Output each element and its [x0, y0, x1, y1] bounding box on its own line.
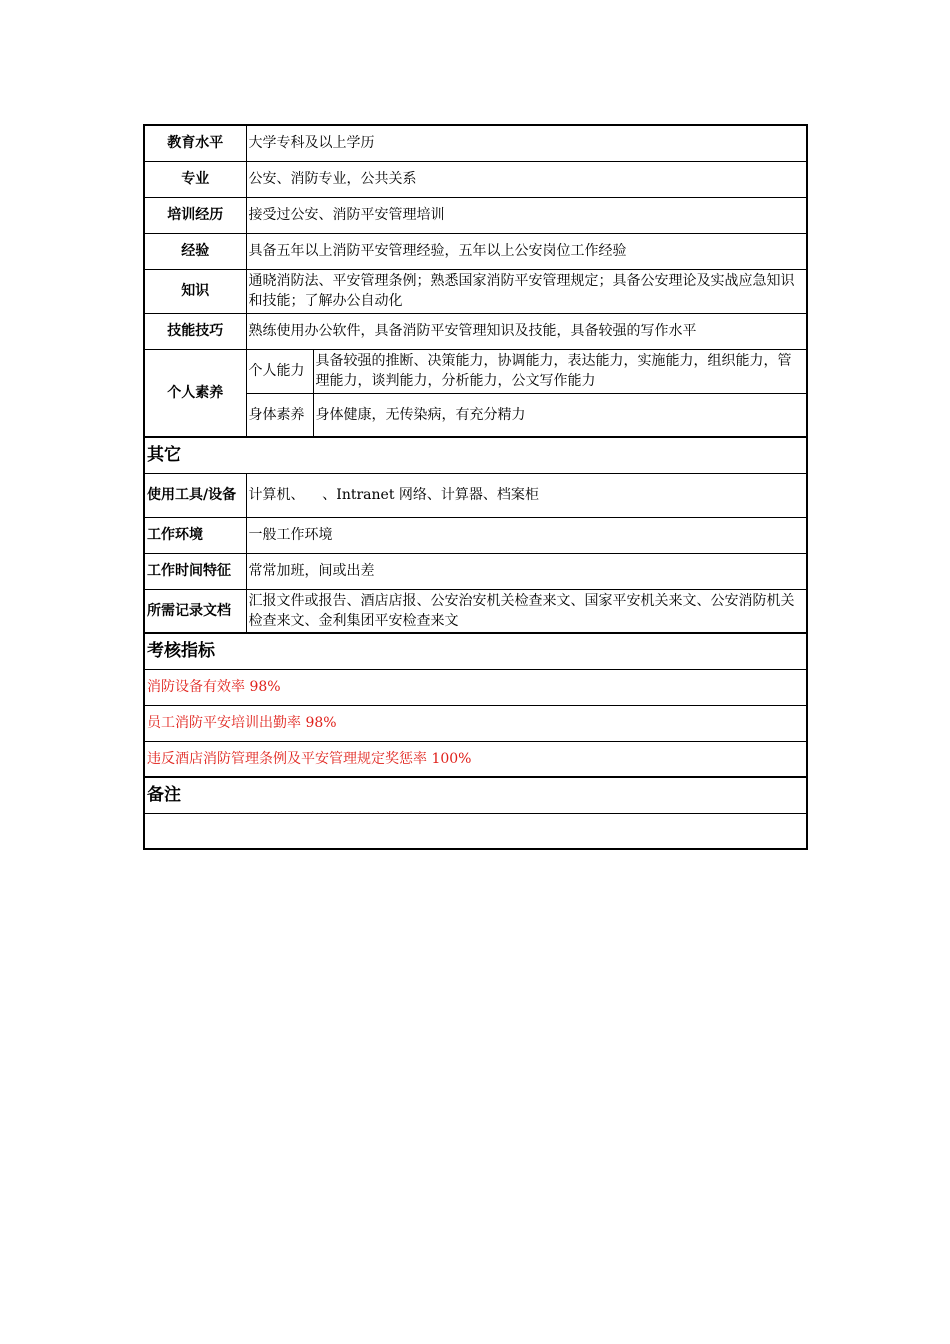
personal-ability-value: 具备较强的推断、决策能力，协调能力，表达能力，实施能力，组织能力，管理能力，谈判能力，分析能力，公文写作能力	[313, 349, 807, 393]
qualification-row-skills	[144, 313, 807, 349]
kpi-row	[144, 705, 807, 741]
personal-ability-label: 个人能力	[246, 349, 313, 393]
tools-value: 计算机、 、Intranet 网络、计算器、档案柜	[246, 473, 807, 517]
work-time-label: 工作时间特征	[144, 553, 246, 589]
tools-label: 使用工具/设备	[144, 473, 246, 517]
education-label: 教育水平	[144, 125, 246, 161]
section-kpi-title: 考核指标	[144, 633, 807, 669]
major-value: 公安、消防专业，公共关系	[246, 161, 807, 197]
experience-label: 经验	[144, 233, 246, 269]
kpi-item-training: 员工消防平安培训出勤率 98%	[144, 705, 807, 741]
knowledge-label: 知识	[144, 269, 246, 313]
section-other-title: 其它	[144, 437, 807, 473]
personal-quality-row-ability	[144, 349, 807, 393]
other-row-tools	[144, 473, 807, 517]
training-value: 接受过公安、消防平安管理培训	[246, 197, 807, 233]
major-label: 专业	[144, 161, 246, 197]
kpi-row	[144, 669, 807, 705]
work-time-value: 常常加班，间或出差	[246, 553, 807, 589]
qualification-row-education	[144, 125, 807, 161]
environment-value: 一般工作环境	[246, 517, 807, 553]
other-row-documents	[144, 589, 807, 633]
environment-label: 工作环境	[144, 517, 246, 553]
section-kpi-header	[144, 633, 807, 669]
remarks-value	[144, 813, 807, 849]
skills-value: 熟练使用办公软件，具备消防平安管理知识及技能，具备较强的写作水平	[246, 313, 807, 349]
physical-quality-label: 身体素养	[246, 393, 313, 437]
documents-value: 汇报文件或报告、酒店店报、公安治安机关检查来文、国家平安机关来文、公安消防机关检查来文、金利集团平安检查来文	[246, 589, 807, 633]
experience-value: 具备五年以上消防平安管理经验，五年以上公安岗位工作经验	[246, 233, 807, 269]
personal-quality-label: 个人素养	[144, 349, 246, 437]
qualification-row-experience	[144, 233, 807, 269]
kpi-item-penalty: 违反酒店消防管理条例及平安管理规定奖惩率 100%	[144, 741, 807, 777]
knowledge-value: 通晓消防法、平安管理条例；熟悉国家消防平安管理规定；具备公安理论及实战应急知识和技能；了解办公自动化	[246, 269, 807, 313]
kpi-row	[144, 741, 807, 777]
job-description-table	[143, 124, 808, 850]
remarks-row	[144, 813, 807, 849]
other-row-work-time	[144, 553, 807, 589]
qualification-row-major	[144, 161, 807, 197]
education-value: 大学专科及以上学历	[246, 125, 807, 161]
other-row-environment	[144, 517, 807, 553]
physical-quality-value: 身体健康，无传染病，有充分精力	[313, 393, 807, 437]
section-other-header	[144, 437, 807, 473]
qualification-row-knowledge	[144, 269, 807, 313]
qualification-row-training	[144, 197, 807, 233]
training-label: 培训经历	[144, 197, 246, 233]
documents-label: 所需记录文档	[144, 589, 246, 633]
section-remarks-title: 备注	[144, 777, 807, 813]
kpi-item-equipment: 消防设备有效率 98%	[144, 669, 807, 705]
skills-label: 技能技巧	[144, 313, 246, 349]
section-remarks-header	[144, 777, 807, 813]
